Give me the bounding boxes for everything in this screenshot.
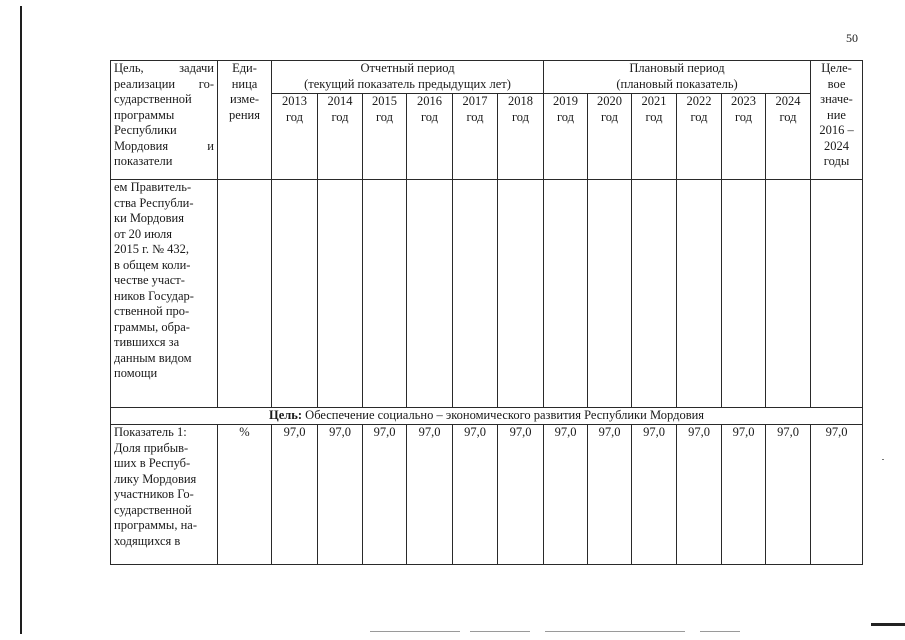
continuation-line: ки Мордовия xyxy=(114,211,184,225)
year-suffix: год xyxy=(375,109,394,124)
continuation-line: в общем коли- xyxy=(114,257,191,272)
year-header-cell xyxy=(544,94,588,180)
header-goal-line: реализации го- xyxy=(114,76,214,91)
empty-cell xyxy=(453,180,498,408)
header-target-line: 2024 xyxy=(824,138,850,153)
empty-cell xyxy=(498,180,544,408)
continuation-line: от 20 июля xyxy=(114,226,173,241)
target-value-cell: 97,0 xyxy=(811,425,863,565)
header-reporting-period xyxy=(272,61,544,94)
year-label: 2015 xyxy=(372,94,397,108)
empty-cell xyxy=(811,180,863,408)
header-target-line: годы xyxy=(823,154,850,168)
scan-noise-line xyxy=(370,631,460,632)
year-label: 2023 xyxy=(731,94,757,108)
year-header-cell xyxy=(318,94,363,180)
empty-cell xyxy=(407,180,453,408)
year-suffix: год xyxy=(645,109,663,124)
planned-period-title: Плановый период xyxy=(629,61,725,75)
indicator-text-cell xyxy=(111,425,218,565)
continuation-row xyxy=(111,180,863,408)
year-label: 2014 xyxy=(327,94,353,108)
year-suffix: год xyxy=(511,109,530,124)
year-suffix: год xyxy=(600,109,619,124)
continuation-line: ем Правитель- xyxy=(114,180,192,194)
scan-corner-mark xyxy=(871,623,905,626)
continuation-line: тившихся за xyxy=(114,335,180,349)
header-target-line: ние xyxy=(827,107,846,122)
year-suffix: год xyxy=(466,109,484,124)
value-cell: 97,0 xyxy=(766,425,811,565)
empty-cell xyxy=(722,180,766,408)
year-label: 2013 xyxy=(282,94,307,108)
header-goal-line: показатели xyxy=(114,154,173,168)
year-suffix: год xyxy=(556,109,575,124)
value-cell: 97,0 xyxy=(498,425,544,565)
year-suffix: год xyxy=(420,109,439,124)
reporting-period-title: Отчетный период xyxy=(360,61,455,75)
year-label: 2020 xyxy=(597,94,623,108)
unit-cell: % xyxy=(218,425,272,565)
year-label: 2021 xyxy=(641,94,667,108)
scan-noise-line xyxy=(470,631,530,632)
year-label: 2024 xyxy=(775,94,801,108)
continuation-line: ства Республи- xyxy=(114,195,194,210)
indicator-line: ших в Респуб- xyxy=(114,456,191,470)
empty-cell xyxy=(544,180,588,408)
continuation-text-cell xyxy=(111,180,218,408)
year-header-cell xyxy=(632,94,677,180)
value-cell: 97,0 xyxy=(677,425,722,565)
goal-label: Цель: xyxy=(268,408,303,422)
value-cell: 97,0 xyxy=(588,425,632,565)
year-suffix: год xyxy=(331,109,349,124)
header-goal-line: сударственной xyxy=(114,92,192,106)
year-suffix: год xyxy=(690,109,708,124)
continuation-line: граммы, обра- xyxy=(114,319,190,334)
header-target-line: вое xyxy=(827,76,846,91)
indicator-row xyxy=(111,425,863,565)
year-label: 2017 xyxy=(462,94,488,108)
scan-noise-line xyxy=(700,631,740,632)
empty-cell xyxy=(632,180,677,408)
year-label: 2019 xyxy=(553,94,579,108)
empty-cell xyxy=(272,180,318,408)
header-target-line: 2016 – xyxy=(819,123,854,137)
year-header-cell xyxy=(498,94,544,180)
page-number: 50 xyxy=(846,31,858,45)
reporting-period-subtitle: (текущий показатель предыдущих лет) xyxy=(304,76,511,91)
year-header-cell xyxy=(363,94,407,180)
header-target-line: Целе- xyxy=(821,61,852,75)
indicator-line: лику Мордовия xyxy=(114,471,197,486)
value-cell: 97,0 xyxy=(722,425,766,565)
scan-noise-line xyxy=(545,631,685,632)
year-label: 2022 xyxy=(686,94,712,108)
indicator-line: участников Го- xyxy=(114,487,194,501)
year-header-cell xyxy=(272,94,318,180)
empty-cell xyxy=(363,180,407,408)
empty-cell xyxy=(218,180,272,408)
empty-cell xyxy=(677,180,722,408)
value-cell: 97,0 xyxy=(407,425,453,565)
indicators-table xyxy=(110,60,863,565)
value-cell: 97,0 xyxy=(272,425,318,565)
year-suffix: год xyxy=(779,109,797,124)
header-target-cell xyxy=(811,61,863,180)
header-unit-line: изме- xyxy=(229,92,260,106)
empty-cell xyxy=(766,180,811,408)
header-goal-cell xyxy=(111,61,218,180)
scan-dot xyxy=(882,459,884,460)
continuation-line: честве участ- xyxy=(114,273,185,287)
empty-cell xyxy=(588,180,632,408)
value-cell: 97,0 xyxy=(363,425,407,565)
year-header-cell xyxy=(722,94,766,180)
value-cell: 97,0 xyxy=(318,425,363,565)
header-goal-line: Мордовия и xyxy=(114,138,214,153)
header-target-line: значе- xyxy=(820,92,853,106)
page-left-border xyxy=(20,6,22,634)
year-header-cell xyxy=(407,94,453,180)
indicator-line: сударственной xyxy=(114,502,192,517)
header-unit-line: ница xyxy=(231,76,258,91)
header-unit-cell xyxy=(218,61,272,180)
year-header-cell xyxy=(766,94,811,180)
year-header-cell xyxy=(588,94,632,180)
value-cell: 97,0 xyxy=(453,425,498,565)
continuation-line: данным видом xyxy=(114,350,192,365)
header-unit-line: рения xyxy=(229,107,260,122)
value-cell: 97,0 xyxy=(632,425,677,565)
continuation-line: ников Государ- xyxy=(114,288,194,303)
continuation-line: ственной про- xyxy=(114,304,190,318)
goal-text: Обеспечение социально – экономического развития Республики Мордовия xyxy=(302,408,705,422)
goal-section-cell xyxy=(111,408,863,425)
header-planned-period xyxy=(544,61,811,94)
year-suffix: год xyxy=(734,109,753,124)
header-goal-line: программы xyxy=(114,107,175,122)
goal-section-row xyxy=(111,408,863,425)
year-suffix: год xyxy=(285,109,304,124)
indicator-line: Доля прибыв- xyxy=(114,440,189,455)
planned-period-subtitle: (плановый показатель) xyxy=(616,76,738,91)
indicator-line: программы, на- xyxy=(114,518,197,532)
year-label: 2018 xyxy=(508,94,533,108)
indicator-line: ходящихся в xyxy=(114,533,181,548)
continuation-line: помощи xyxy=(114,366,158,380)
empty-cell xyxy=(318,180,363,408)
value-cell: 97,0 xyxy=(544,425,588,565)
year-header-cell xyxy=(677,94,722,180)
indicator-line: Показатель 1: xyxy=(114,425,187,439)
header-unit-line: Еди- xyxy=(232,61,257,75)
continuation-line: 2015 г. № 432, xyxy=(114,242,190,256)
year-header-cell xyxy=(453,94,498,180)
header-goal-line: Цель, задачи xyxy=(114,61,214,75)
header-goal-line: Республики xyxy=(114,123,177,137)
year-label: 2016 xyxy=(417,94,442,108)
